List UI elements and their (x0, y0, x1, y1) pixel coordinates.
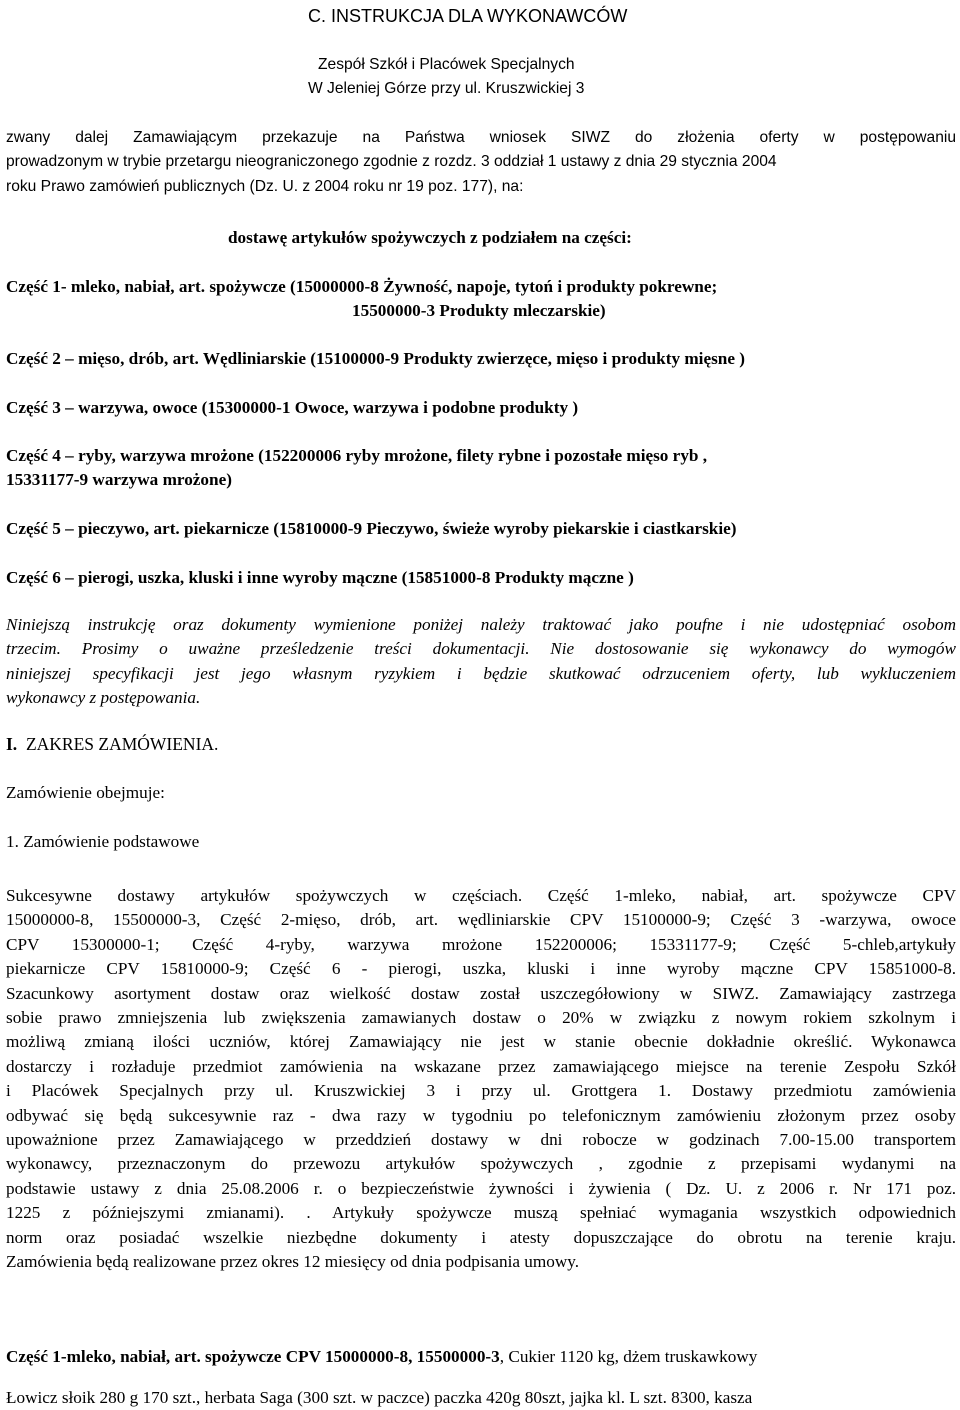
part-3: Część 3 – warzywa, owoce (15300000-1 Owoce, warzywa i podobne produkty ) (6, 398, 579, 417)
part-1-details-line2: Łowicz słoik 280 g 170 szt., herbata Saga (300 szt. w paczce) paczka 420g 80szt, jajka kl. L szt. 8300, kasza (6, 1388, 753, 1407)
delivery-heading: dostawę artykułów spożywczych z podziałem na części: (228, 228, 632, 247)
part-4-line1: Część 4 – ryby, warzywa mrożone (152200006 ryby mrożone, filety rybne i pozostałe mięso ryb , (6, 446, 708, 465)
body-line: piekarnicze CPV 15810000-9; Część 6 - pierogi, uszka, kluski i inne wyroby mączne CPV 15851000-8. (6, 959, 956, 979)
body-line: upoważnione przez Zamawiającego w przeddzień dostawy w dni robocze w godzinach 7.00-15.00 transportem (6, 1130, 956, 1150)
body-line: CPV 15300000-1; Część 4-ryby, warzywa mrożone 152200006; 15331177-9; Część 5-chleb,artykuły (6, 934, 956, 954)
section-number: I. (6, 734, 18, 754)
school-name-line1: Zespół Szkół i Placówek Specjalnych (318, 56, 575, 73)
body-line: Zamówienia będą realizowane przez okres 12 miesięcy od dnia podpisania umowy. (6, 1252, 580, 1272)
body-line: i Placówek Specjalnych przy ul. Kruszwickiej 3 i przy ul. Grottgera 1. Dostawy przedmiotu zamówienia (6, 1081, 956, 1101)
notice-line3: niniejszej specyfikacji jest jego własnym ryzykiem i będzie skutkować odrzuceniem oferty, lub wykluczeniem (6, 663, 956, 683)
body-line: Sukcesywne dostawy artykułów spożywczych w częściach. Część 1-mleko, nabiał, art. spożywcze CPV (6, 886, 956, 905)
scope-body-paragraph (6, 884, 956, 1275)
part-1-line1: Część 1- mleko, nabiał, art. spożywcze (15000000-8 Żywność, napoje, tytoń i produkty pokrewne; (6, 277, 718, 296)
part-1-items-start: , Cukier 1120 kg, dżem truskawkowy (499, 1347, 758, 1366)
body-line: możliwą zmianą ilości uczniów, której Zamawiający nie jest w stanie obecnie dokładnie określić. Wykonawca (6, 1032, 956, 1052)
part-2: Część 2 – mięso, drób, art. Wędliniarskie (15100000-9 Produkty zwierzęce, mięso i produkty mięsne ) (6, 349, 745, 368)
notice-line4: wykonawcy z postępowania. (6, 688, 201, 708)
section-heading (6, 732, 218, 756)
part-6: Część 6 – pierogi, uszka, kluski i inne wyroby mączne (15851000-8 Produkty mączne ) (6, 568, 634, 587)
part-1-line2: 15500000-3 Produkty mleczarskie) (352, 301, 606, 320)
body-line: odbywać się będą sukcesywnie raz - dwa razy w tygodniu po telefonicznym zamówieniu złożonym przez osoby (6, 1105, 956, 1125)
school-name-line2: W Jeleniej Górze przy ul. Kruszwickiej 3 (308, 80, 585, 97)
intro-paragraph (6, 126, 956, 199)
section-title: ZAKRES ZAMÓWIENIA. (25, 734, 219, 754)
body-line: 1225 z późniejszymi zmianami). . Artykuły spożywcze muszą spełniać wymagania wszystkich odpowiednich (6, 1203, 956, 1223)
basic-order-heading: 1. Zamówienie podstawowe (6, 832, 200, 851)
body-line: wykonawcy, przeznaczonym do przewozu artykułów spożywczych , zgodnie z przepisami wydanymi na (6, 1154, 956, 1174)
part-5: Część 5 – pieczywo, art. piekarnicze (15810000-9 Pieczywo, świeże wyroby piekarskie i ciastkarskie) (6, 519, 737, 538)
confidentiality-notice (6, 613, 956, 711)
intro-line1: zwany dalej Zamawiającym przekazuje na Państwa wniosek SIWZ do złożenia oferty w postępowaniu (6, 129, 956, 146)
body-line: Szacunkowy asortyment dostaw oraz wielkość dostaw został uszczegółowiony w SIWZ. Zamawiający zastrzega (6, 983, 956, 1003)
body-line: dostarczy i rozładuje przedmiot zamówienia na wskazane przez zamawiającego miejsce na terenie Zespołu Szkół (6, 1056, 956, 1076)
part-1-cpv-heading: Część 1-mleko, nabiał, art. spożywcze CPV 15000000-8, 15500000-3 (6, 1347, 500, 1366)
body-line: norm oraz posiadać wszelkie niezbędne dokumenty i atesty dopuszczające do obrotu na terenie kraju. (6, 1227, 956, 1247)
intro-line3: roku Prawo zamówień publicznych (Dz. U. z 2004 roku nr 19 poz. 177), na: (6, 177, 524, 195)
order-scope-label: Zamówienie obejmuje: (6, 783, 165, 802)
part-1-details-line1 (6, 1345, 936, 1369)
notice-line1: Niniejszą instrukcję oraz dokumenty wymienione poniżej należy traktować jako poufne i nie udostępniać osobom (6, 615, 956, 634)
body-line: podstawie ustawy z dnia 25.08.2006 r. o bezpieczeństwie żywności i żywienia ( Dz. U. z 2006 r. Nr 171 poz. (6, 1178, 956, 1198)
intro-line2: prowadzonym w trybie przetargu nieograniczonego zgodnie z rozdz. 3 oddział 1 ustawy z dnia 29 stycznia 2004 (6, 153, 777, 171)
part-4-line2: 15331177-9 warzywa mrożone) (6, 470, 232, 489)
notice-line2: trzecim. Prosimy o uważne prześledzenie treści dokumentacji. Nie dostosowanie się wykonawcy do wymogów (6, 639, 956, 659)
body-line: 15000000-8, 15500000-3, Część 2-mięso, drób, art. wędliniarskie CPV 15100000-9; Część 3 -warzywa, owoce (6, 910, 956, 930)
body-line: sobie prawo zmniejszenia lub zwiększenia zamawianych dostaw o 20% w związku z nowym rokiem szkolnym i (6, 1008, 956, 1028)
document-title: C. INSTRUKCJA DLA WYKONAWCÓW (308, 6, 628, 26)
